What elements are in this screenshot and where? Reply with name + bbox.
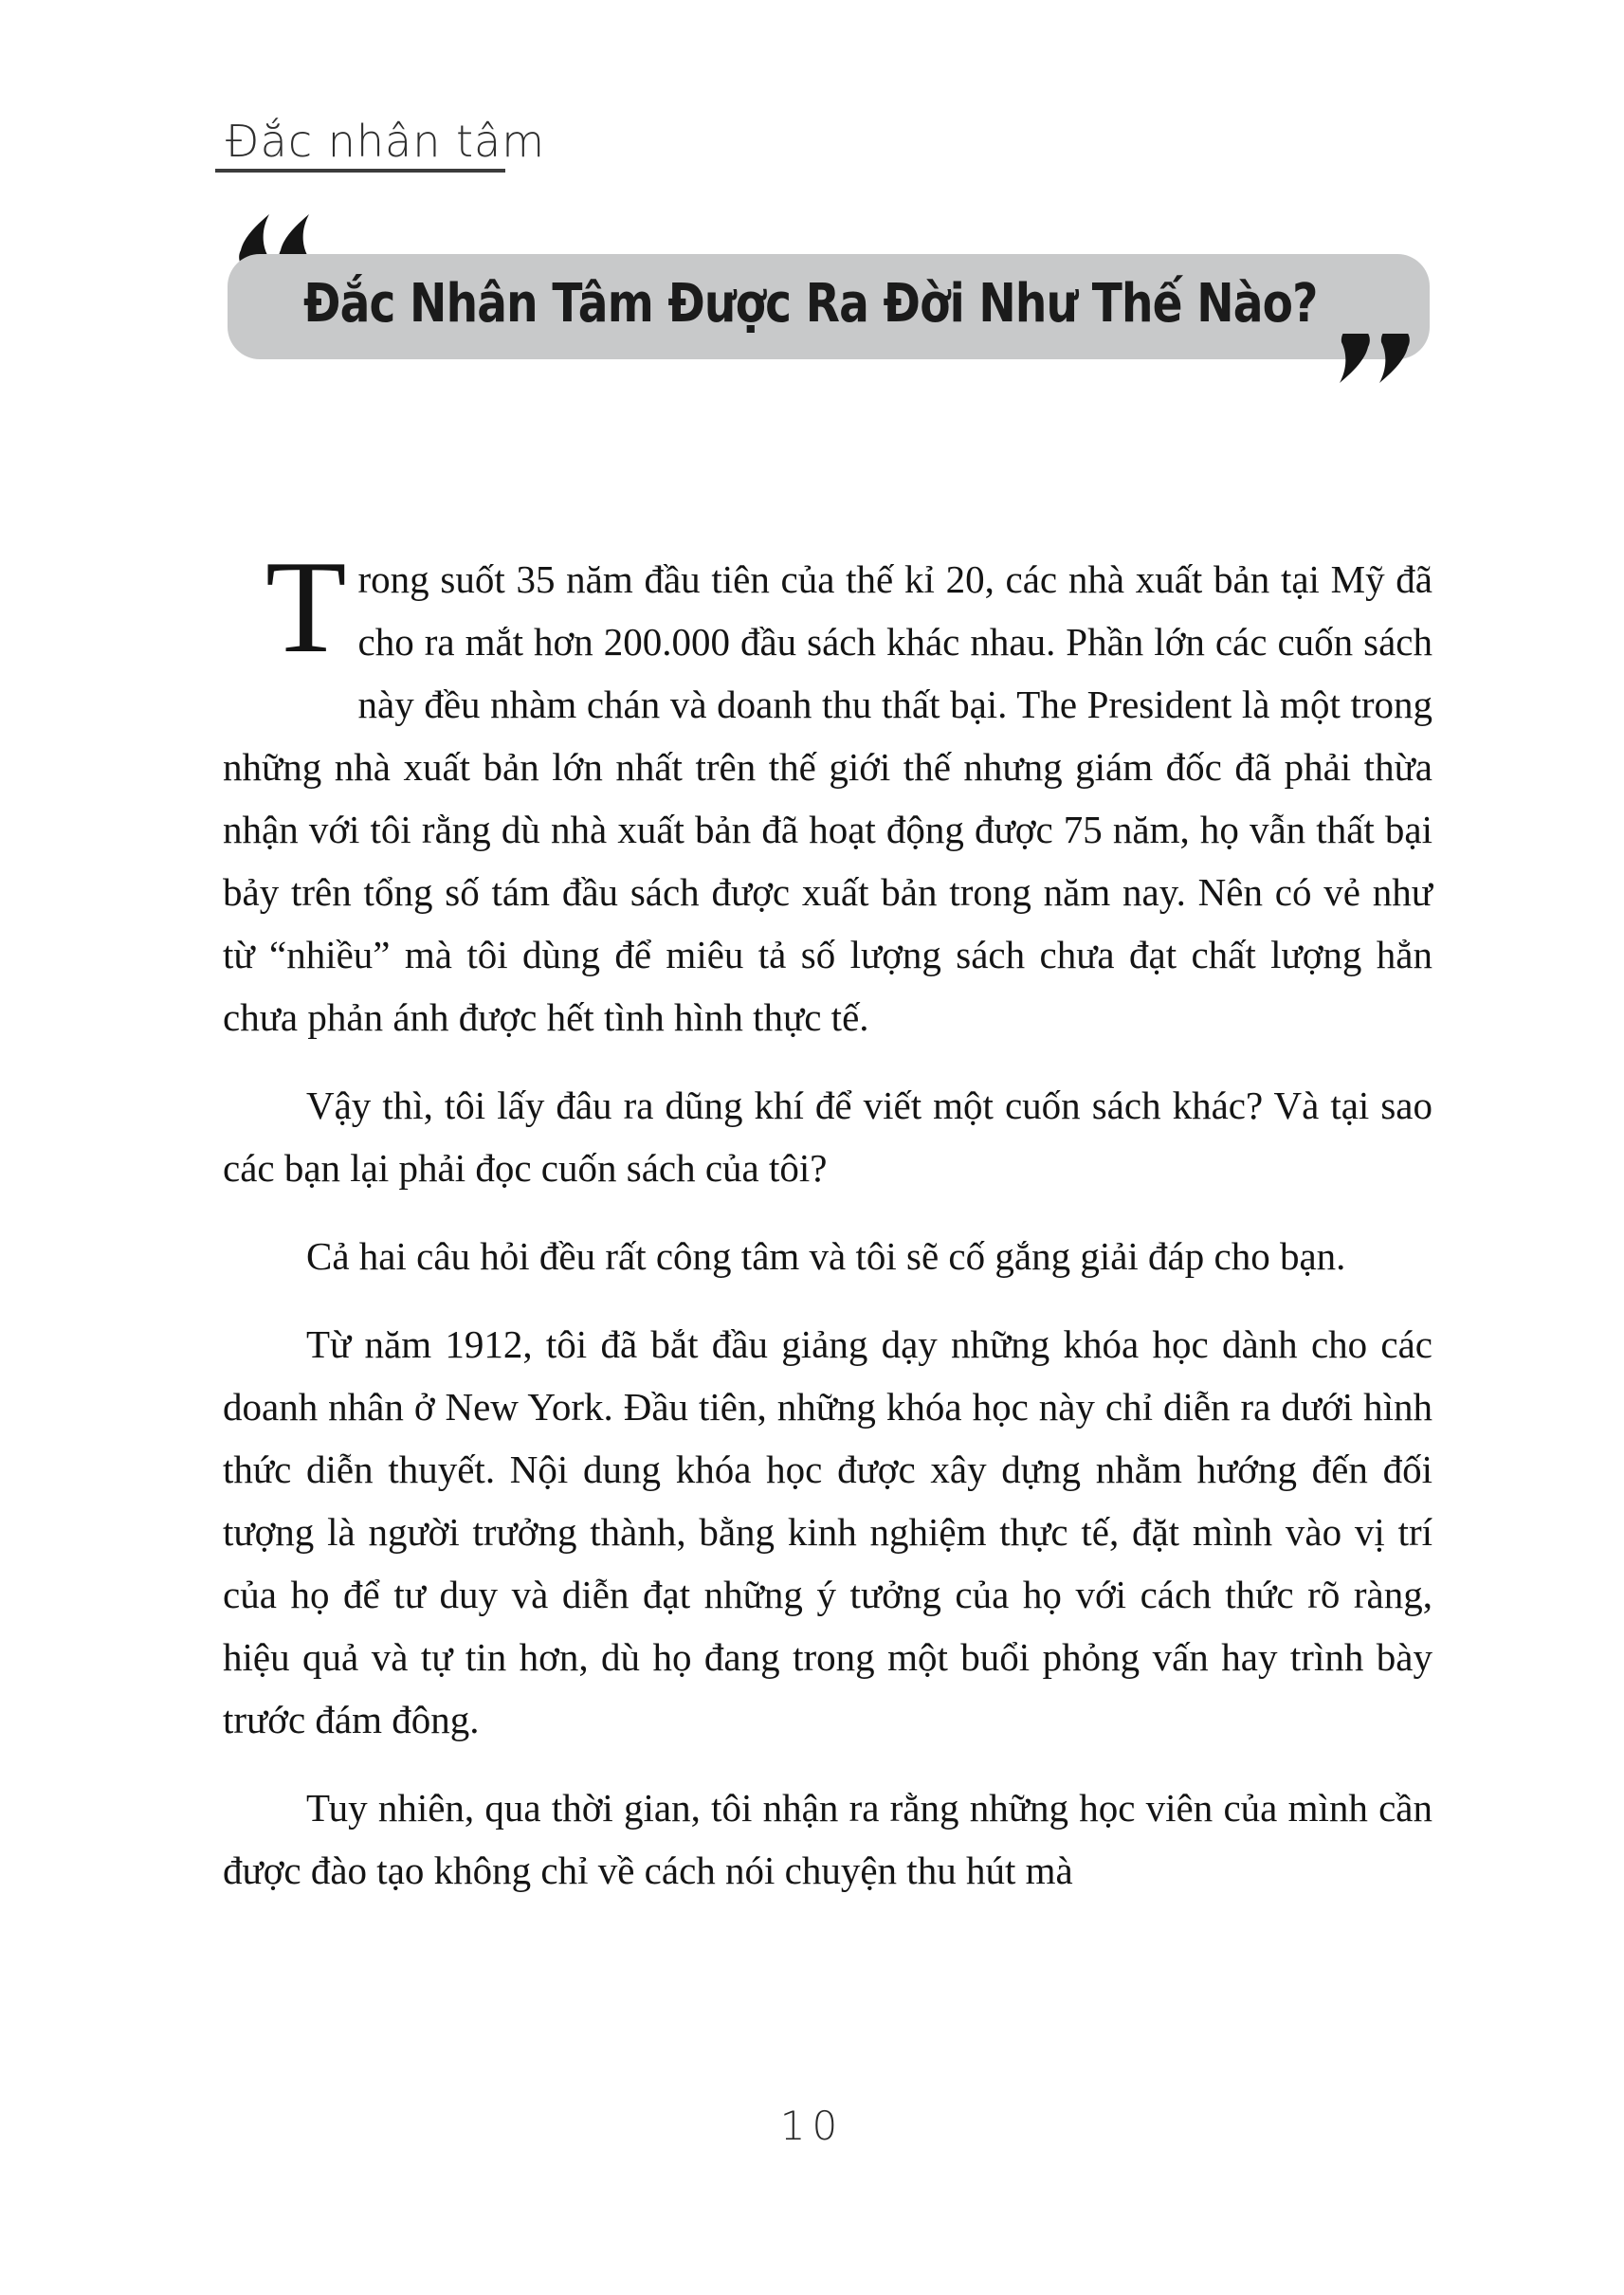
paragraph: Từ năm 1912, tôi đã bắt đầu giảng dạy những khóa học dành cho các doanh nhân ở New York. Đầu tiên, những khóa học này chỉ diễn ra dưới hình thức diễn thuyết. Nội dung khóa học được xây dựng nhằm hướng đến đối tượng là người trưởng thành, bằng kinh nghiệm thực tế, đặt mình vào vị trí của họ để tư duy và diễn đạt những ý tưởng của họ với cách thức rõ ràng, hiệu quả và tự tin hơn, dù họ đang trong một buổi phỏng vấn hay trình bày trước đám đông. xyxy=(223,1322,1432,1741)
paragraph: Tuy nhiên, qua thời gian, tôi nhận ra rằng những học viên của mình cần được đào tạo không chỉ về cách nói chuyện thu hút mà xyxy=(223,1786,1432,1892)
close-quote-icon xyxy=(1337,334,1411,383)
drop-cap: T xyxy=(265,534,347,681)
body-text-column xyxy=(223,534,1432,1927)
chapter-title: Đắc Nhân Tâm Được Ra Đời Như Thế Nào? xyxy=(303,272,1318,335)
paragraph xyxy=(223,534,1432,1048)
page-number: 10 xyxy=(779,2103,845,2149)
paragraph-text: rong suốt 35 năm đầu tiên của thế kỉ 20, các nhà xuất bản tại Mỹ đã cho ra mắt hơn 200.000 đầu sách khác nhau. Phần lớn các cuốn sách này đều nhàm chán và doanh thu thất bại. The President là một trong những nhà xuất bản lớn nhất trên thế giới thế nhưng giám đốc đã phải thừa nhận với tôi rằng dù nhà xuất bản đã hoạt động được 75 năm, họ vẫn thất bại bảy trên tổng số tám đầu sách được xuất bản trong năm nay. Nên có vẻ như từ “nhiều” mà tôi dùng để miêu tả số lượng sách chưa đạt chất lượng hẳn chưa phản ánh được hết tình hình thực tế. xyxy=(223,557,1432,1039)
header-underline xyxy=(215,169,505,173)
chapter-title-box xyxy=(228,254,1430,359)
paragraph: Vậy thì, tôi lấy đâu ra dũng khí để viết một cuốn sách khác? Và tại sao các bạn lại phải đọc cuốn sách của tôi? xyxy=(223,1084,1432,1190)
paragraph: Cả hai câu hỏi đều rất công tâm và tôi sẽ cố gắng giải đáp cho bạn. xyxy=(306,1234,1346,1278)
running-header: Đắc nhân tâm xyxy=(226,116,546,167)
